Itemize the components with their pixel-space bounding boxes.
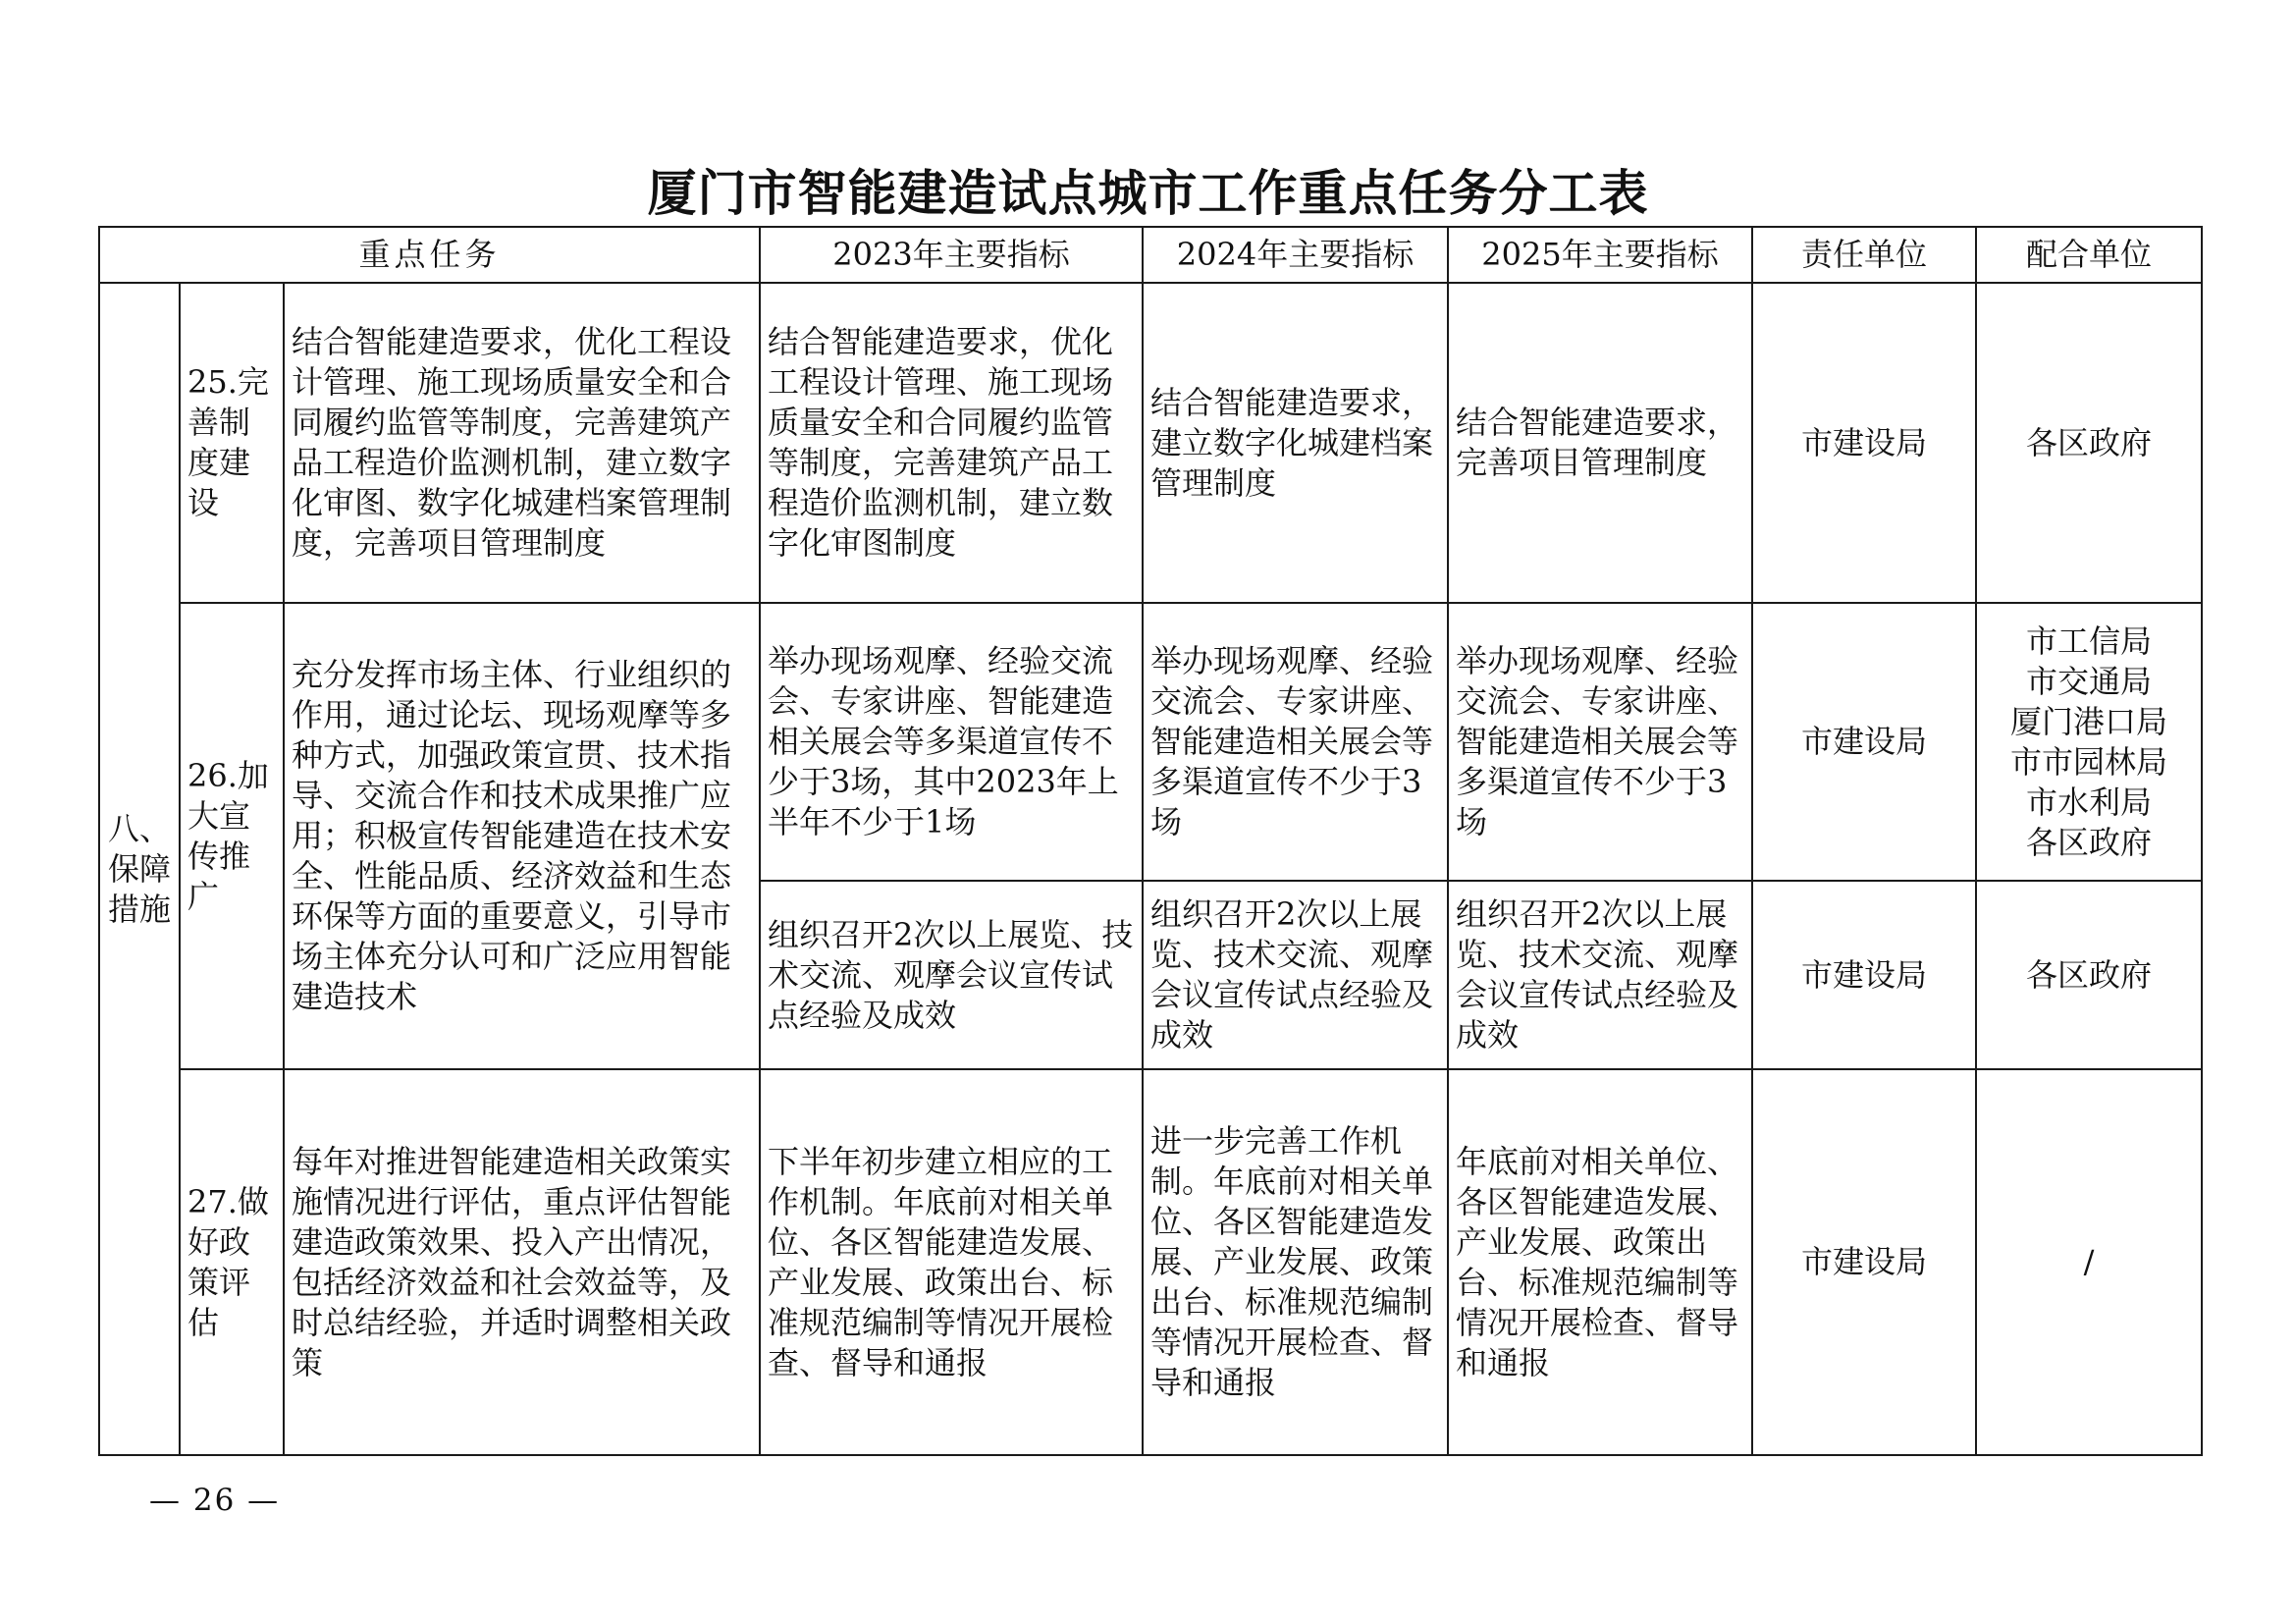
target-2024-cell: 进一步完善工作机制。年底前对相关单位、各区智能建造发展、产业发展、政策出台、标准规范编制等情况开展检查、督导和通报 (1143, 1069, 1448, 1455)
task-number-cell (180, 283, 284, 603)
document-title: 厦门市智能建造试点城市工作重点任务分工表 (647, 164, 1649, 222)
responsible-unit-cell: 市建设局 (1752, 1069, 1976, 1455)
target-2025-cell: 举办现场观摩、经验交流会、专家讲座、智能建造相关展会等多渠道宣传不少于3场 (1448, 603, 1752, 881)
responsible-unit-cell: 市建设局 (1752, 603, 1976, 881)
responsible-unit-cell: 市建设局 (1752, 881, 1976, 1069)
target-2024-cell: 组织召开2次以上展览、技术交流、观摩会议宣传试点经验及成效 (1143, 881, 1448, 1069)
cooperating-unit-cell: / (1976, 1069, 2202, 1455)
target-2023-cell: 结合智能建造要求，优化工程设计管理、施工现场质量安全和合同履约监管等制度，完善建筑产品工程造价监测机制，建立数字化审图制度 (760, 283, 1143, 603)
task-number: 25.完 善制 度建 设 (187, 363, 269, 521)
cooperating-unit-cell (1976, 603, 2202, 881)
target-2023-cell: 组织召开2次以上展览、技术交流、观摩会议宣传试点经验及成效 (760, 881, 1143, 1069)
header-2023-target: 2023年主要指标 (760, 227, 1143, 283)
target-2025-cell: 结合智能建造要求，完善项目管理制度 (1448, 283, 1752, 603)
section-label: 八、 保障 措施 (107, 809, 171, 928)
header-2025-target: 2025年主要指标 (1448, 227, 1752, 283)
cooperating-unit-cell: 各区政府 (1976, 283, 2202, 603)
table-header-row (99, 227, 2202, 283)
target-2024-cell: 结合智能建造要求，建立数字化城建档案管理制度 (1143, 283, 1448, 603)
task-number: 26.加 大宣 传推 广 (187, 756, 269, 915)
page-number: — 26 — (149, 1483, 281, 1518)
target-2023-cell: 下半年初步建立相应的工作机制。年底前对相关单位、各区智能建造发展、产业发展、政策出台、标准规范编制等情况开展检查、督导和通报 (760, 1069, 1143, 1455)
header-2024-target: 2024年主要指标 (1143, 227, 1448, 283)
task-content-cell: 每年对推进智能建造相关政策实施情况进行评估，重点评估智能建造政策效果、投入产出情况，包括经济效益和社会效益等，及时总结经验，并适时调整相关政策 (284, 1069, 760, 1455)
task-number-cell (180, 1069, 284, 1455)
target-2024-cell: 举办现场观摩、经验交流会、专家讲座、智能建造相关展会等多渠道宣传不少于3场 (1143, 603, 1448, 881)
responsible-unit-cell: 市建设局 (1752, 283, 1976, 603)
task-division-table (98, 226, 2203, 1456)
task-number-cell (180, 603, 284, 1069)
table-row (99, 603, 2202, 881)
cooperating-unit-cell: 各区政府 (1976, 881, 2202, 1069)
table-row (99, 1069, 2202, 1455)
table-row (99, 283, 2202, 603)
cooperating-unit-list: 市工信局 市交通局 厦门港口局 市市园林局 市水利局 各区政府 (2009, 622, 2167, 861)
header-cooperating-unit: 配合单位 (1976, 227, 2202, 283)
section-label-cell (99, 283, 180, 1455)
header-responsible-unit: 责任单位 (1752, 227, 1976, 283)
target-2025-cell: 年底前对相关单位、各区智能建造发展、产业发展、政策出台、标准规范编制等情况开展检查、督导和通报 (1448, 1069, 1752, 1455)
task-number: 27.做 好政 策评 估 (187, 1182, 269, 1341)
task-content-cell: 结合智能建造要求，优化工程设计管理、施工现场质量安全和合同履约监管等制度，完善建筑产品工程造价监测机制，建立数字化审图、数字化城建档案管理制度，完善项目管理制度 (284, 283, 760, 603)
header-key-task: 重点任务 (99, 227, 760, 283)
target-2023-cell: 举办现场观摩、经验交流会、专家讲座、智能建造相关展会等多渠道宣传不少于3场，其中2023年上半年不少于1场 (760, 603, 1143, 881)
task-content-cell: 充分发挥市场主体、行业组织的作用，通过论坛、现场观摩等多种方式，加强政策宣贯、技术指导、交流合作和技术成果推广应用；积极宣传智能建造在技术安全、性能品质、经济效益和生态环保等方面的重要意义，引导市场主体充分认可和广泛应用智能建造技术 (284, 603, 760, 1069)
target-2025-cell: 组织召开2次以上展览、技术交流、观摩会议宣传试点经验及成效 (1448, 881, 1752, 1069)
